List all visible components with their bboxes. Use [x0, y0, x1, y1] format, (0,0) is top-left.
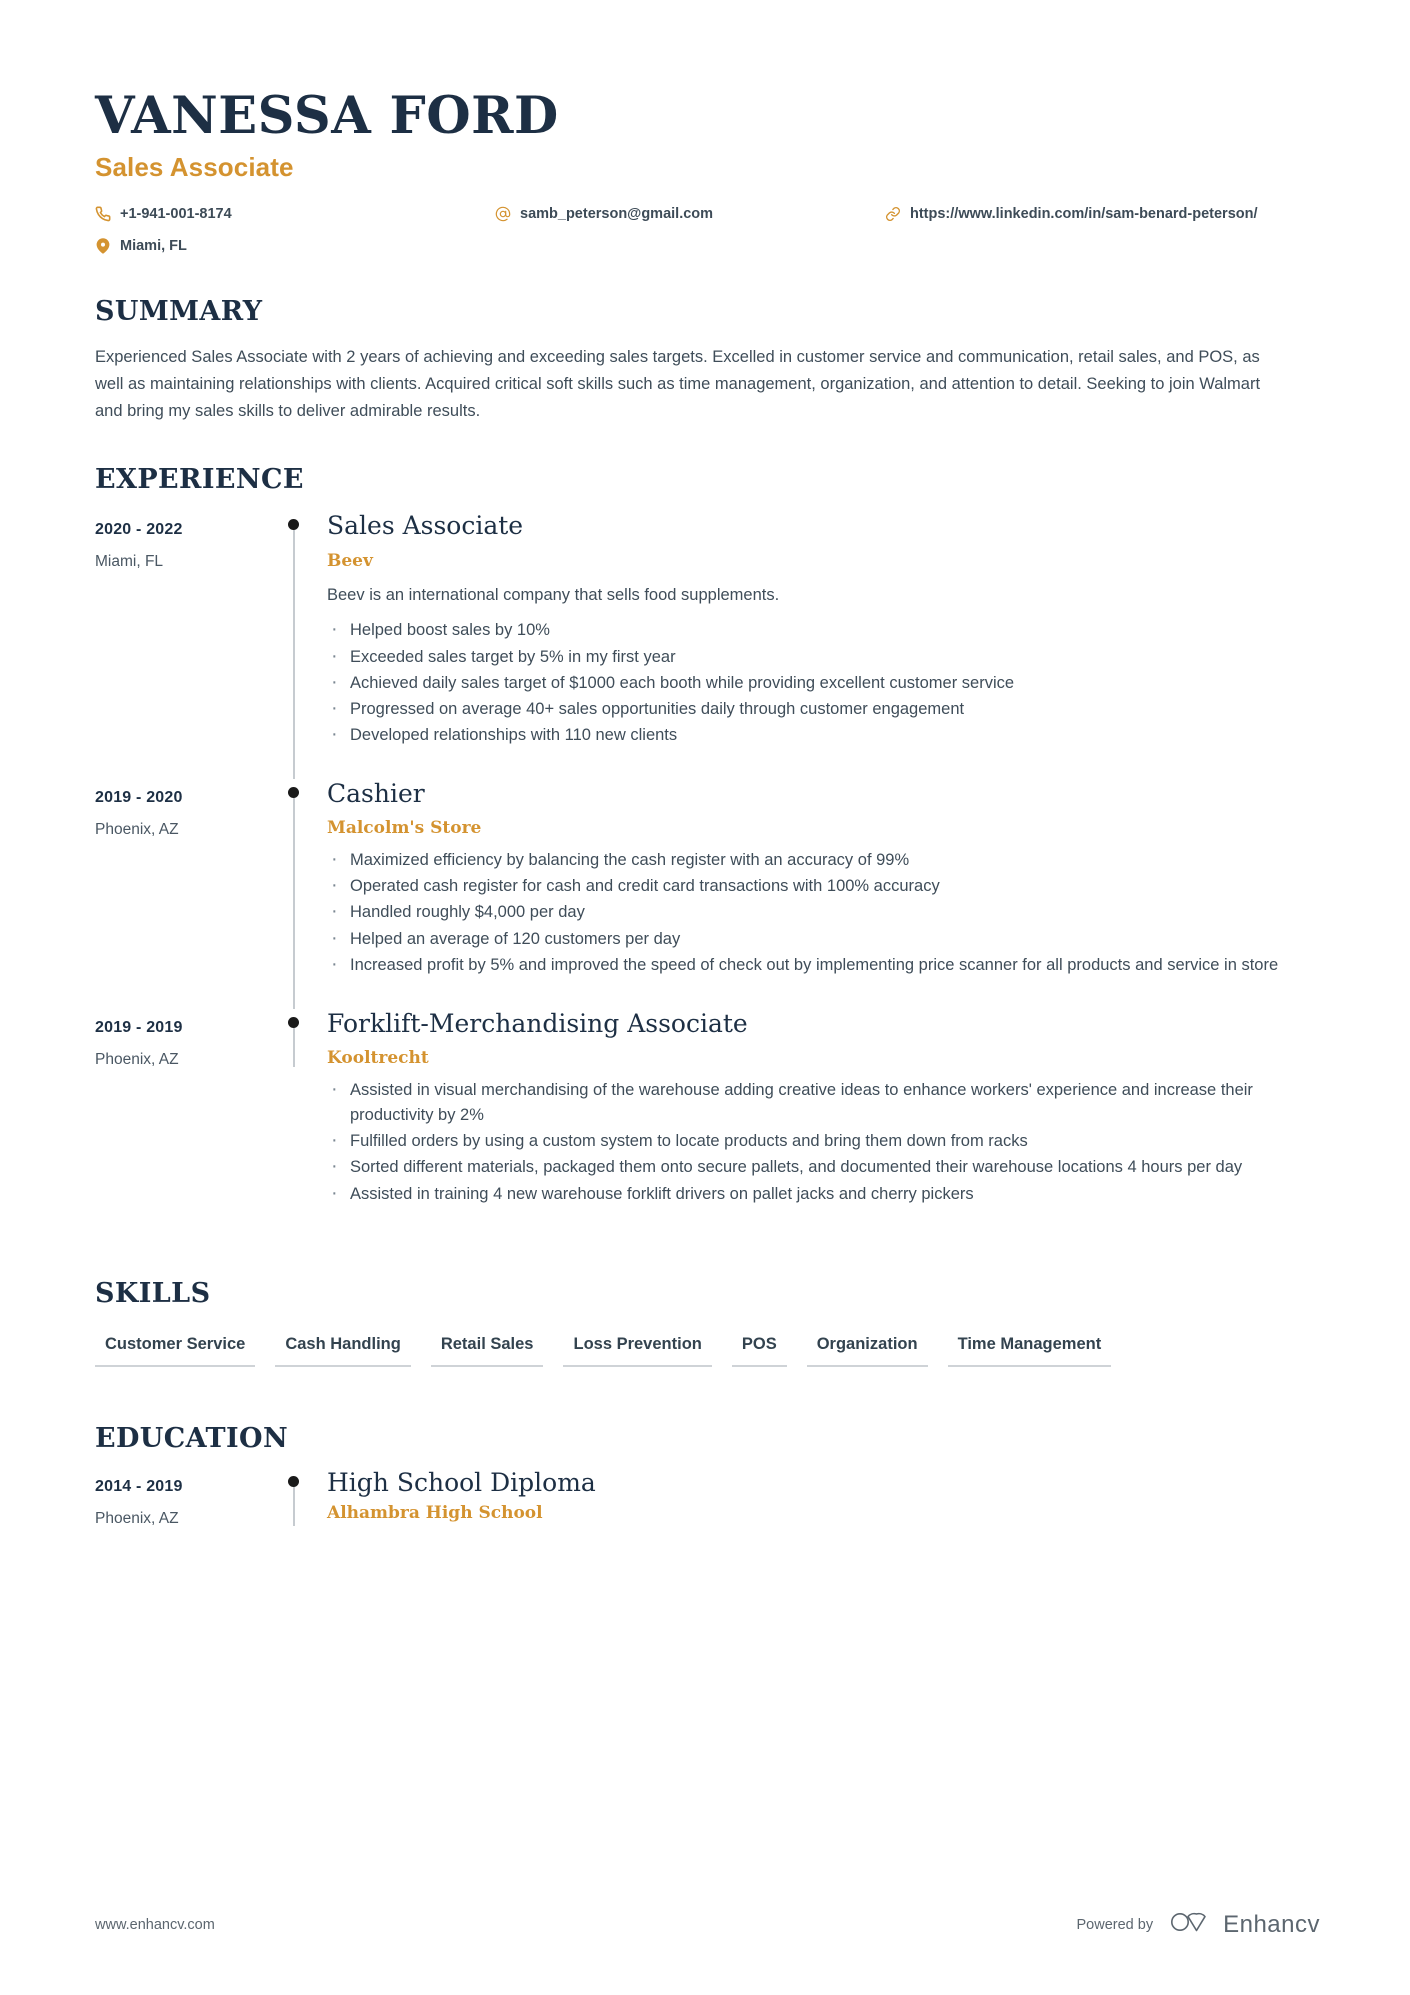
phone-icon	[95, 206, 111, 223]
timeline-dot-icon	[288, 1017, 299, 1028]
education-entry-location: Phoenix, AZ	[95, 1509, 179, 1527]
contact-link[interactable]	[885, 205, 1320, 225]
timeline-rail	[285, 1468, 327, 1528]
education-list	[95, 1468, 1320, 1528]
experience-bullet: · Handled roughly $4,000 per day	[327, 900, 1320, 925]
section-title-skills: SKILLS	[95, 1277, 211, 1309]
experience-bullet: · Increased profit by 5% and improved the speed of check out by implementing price scanner for all products and service in store	[327, 953, 1320, 978]
experience-bullet: · Helped an average of 120 customers per day	[327, 927, 1320, 952]
page-footer	[95, 1909, 1320, 1940]
skill-chip: Cash Handling	[275, 1331, 411, 1367]
experience-bullet-list	[327, 848, 1320, 977]
resume-header	[95, 88, 1320, 256]
skill-chip: Time Management	[948, 1331, 1112, 1367]
skill-chip: Customer Service	[95, 1331, 255, 1367]
footer-brand-block	[1077, 1909, 1320, 1940]
enhancv-logo-icon	[1169, 1909, 1213, 1940]
experience-bullet: · Helped boost sales by 10%	[327, 618, 1320, 643]
experience-entry-dates: 2020 - 2022	[95, 521, 183, 539]
page-title: VANESSA FORD	[95, 86, 559, 146]
section-title-experience: EXPERIENCE	[95, 464, 304, 496]
skill-chip: Organization	[807, 1331, 928, 1367]
contact-location[interactable]	[95, 237, 495, 257]
contact-email[interactable]	[495, 205, 885, 225]
experience-bullet: · Operated cash register for cash and credit card transactions with 100% accuracy	[327, 874, 1320, 899]
footer-url[interactable]: www.enhancv.com	[95, 1916, 215, 1933]
experience-entry-dates: 2019 - 2020	[95, 788, 183, 806]
experience-bullet: · Assisted in visual merchandising of the warehouse adding creative ideas to enhance workers' experience and increase their productivity by 2%	[327, 1078, 1320, 1128]
skill-chip: Retail Sales	[431, 1331, 544, 1367]
experience-entry-body	[327, 1009, 1320, 1238]
contact-phone-text: +1-941-001-8174	[120, 206, 232, 223]
experience-bullet: · Developed relationships with 110 new clients	[327, 723, 1320, 748]
experience-entry-dates: 2019 - 2019	[95, 1018, 183, 1036]
timeline-rail	[285, 511, 327, 778]
experience-entry	[95, 511, 1320, 778]
contact-link-text: https://www.linkedin.com/in/sam-benard-peterson/	[910, 206, 1258, 223]
timeline-dot-icon	[288, 1476, 299, 1487]
education-entry-title: High School Diploma	[327, 1467, 596, 1497]
experience-bullet-list	[327, 1078, 1320, 1206]
experience-bullet: · Exceeded sales target by 5% in my first year	[327, 645, 1320, 670]
experience-bullet: · Sorted different materials, packaged them onto secure pallets, and documented their warehouse locations 4 hours per day	[327, 1155, 1320, 1180]
experience-entry-meta	[95, 1009, 285, 1238]
experience-entry-title: Cashier	[327, 778, 425, 808]
experience-bullet: · Progressed on average 40+ sales opportunities daily through customer engagement	[327, 697, 1320, 722]
skill-chip: POS	[732, 1331, 787, 1367]
education-entry-school: Alhambra High School	[327, 1502, 543, 1523]
timeline-line	[293, 523, 295, 778]
enhancv-brand	[1169, 1909, 1320, 1940]
experience-entry-company: Beev	[327, 550, 373, 571]
experience-bullet: · Achieved daily sales target of $1000 each booth while providing excellent customer service	[327, 671, 1320, 696]
contact-phone[interactable]	[95, 205, 495, 225]
experience-entry-company: Malcolm's Store	[327, 818, 482, 839]
enhancv-brand-name: Enhancv	[1223, 1910, 1320, 1938]
experience-bullet: · Maximized efficiency by balancing the cash register with an accuracy of 99%	[327, 848, 1320, 873]
education-entry-dates: 2014 - 2019	[95, 1477, 183, 1495]
section-skills	[95, 1278, 1320, 1383]
section-title-education: EDUCATION	[95, 1422, 289, 1454]
powered-by-label: Powered by	[1076, 1916, 1154, 1933]
experience-entry	[95, 779, 1320, 1009]
experience-entry-meta	[95, 779, 285, 1009]
section-education	[95, 1423, 1320, 1528]
skills-list	[95, 1331, 1320, 1383]
education-entry-body	[327, 1468, 1320, 1528]
experience-entry	[95, 1009, 1320, 1238]
timeline-dot-icon	[288, 519, 299, 530]
experience-entry-body	[327, 511, 1320, 778]
contact-location-text: Miami, FL	[120, 237, 187, 254]
experience-list	[95, 511, 1320, 1237]
summary-text: Experienced Sales Associate with 2 years of achieving and exceeding sales targets. Excelled in customer service and communication, retail sales, and POS, as well as maintaining relationships with clients. Acquired critical soft skills such as time management, organization, and attention to detail. Seeking to join Walmart and bring my sales skills to deliver admirable results.	[95, 348, 1261, 420]
timeline-dot-icon	[288, 787, 299, 798]
skill-chip: Loss Prevention	[563, 1331, 711, 1367]
header-job-title: Sales Associate	[95, 152, 294, 183]
section-title-summary: SUMMARY	[95, 296, 263, 328]
experience-bullet: · Fulfilled orders by using a custom system to locate products and bring them down from racks	[327, 1129, 1320, 1154]
section-experience	[95, 464, 1320, 1237]
experience-entry-meta	[95, 511, 285, 778]
link-icon	[885, 206, 901, 223]
section-summary	[95, 296, 1320, 424]
experience-bullet-list	[327, 618, 1320, 747]
timeline-rail	[285, 1009, 327, 1238]
experience-entry-description: Beev is an international company that sells food supplements.	[327, 585, 780, 604]
contact-info	[95, 205, 1320, 256]
experience-entry-title: Sales Associate	[327, 511, 524, 541]
experience-entry-location: Miami, FL	[95, 553, 164, 571]
contact-email-text: samb_peterson@gmail.com	[520, 206, 714, 223]
map-pin-icon	[95, 238, 111, 255]
experience-entry-location: Phoenix, AZ	[95, 1050, 179, 1068]
experience-entry-location: Phoenix, AZ	[95, 820, 179, 838]
experience-bullet: · Assisted in training 4 new warehouse forklift drivers on pallet jacks and cherry pickers	[327, 1182, 1320, 1207]
experience-entry-company: Kooltrecht	[327, 1048, 429, 1069]
timeline-rail	[285, 779, 327, 1009]
experience-entry-title: Forklift-Merchandising Associate	[327, 1008, 748, 1038]
education-entry	[95, 1468, 1320, 1528]
experience-entry-body	[327, 779, 1320, 1009]
timeline-line	[293, 791, 295, 1009]
education-entry-meta	[95, 1468, 285, 1528]
at-sign-icon	[495, 206, 511, 223]
